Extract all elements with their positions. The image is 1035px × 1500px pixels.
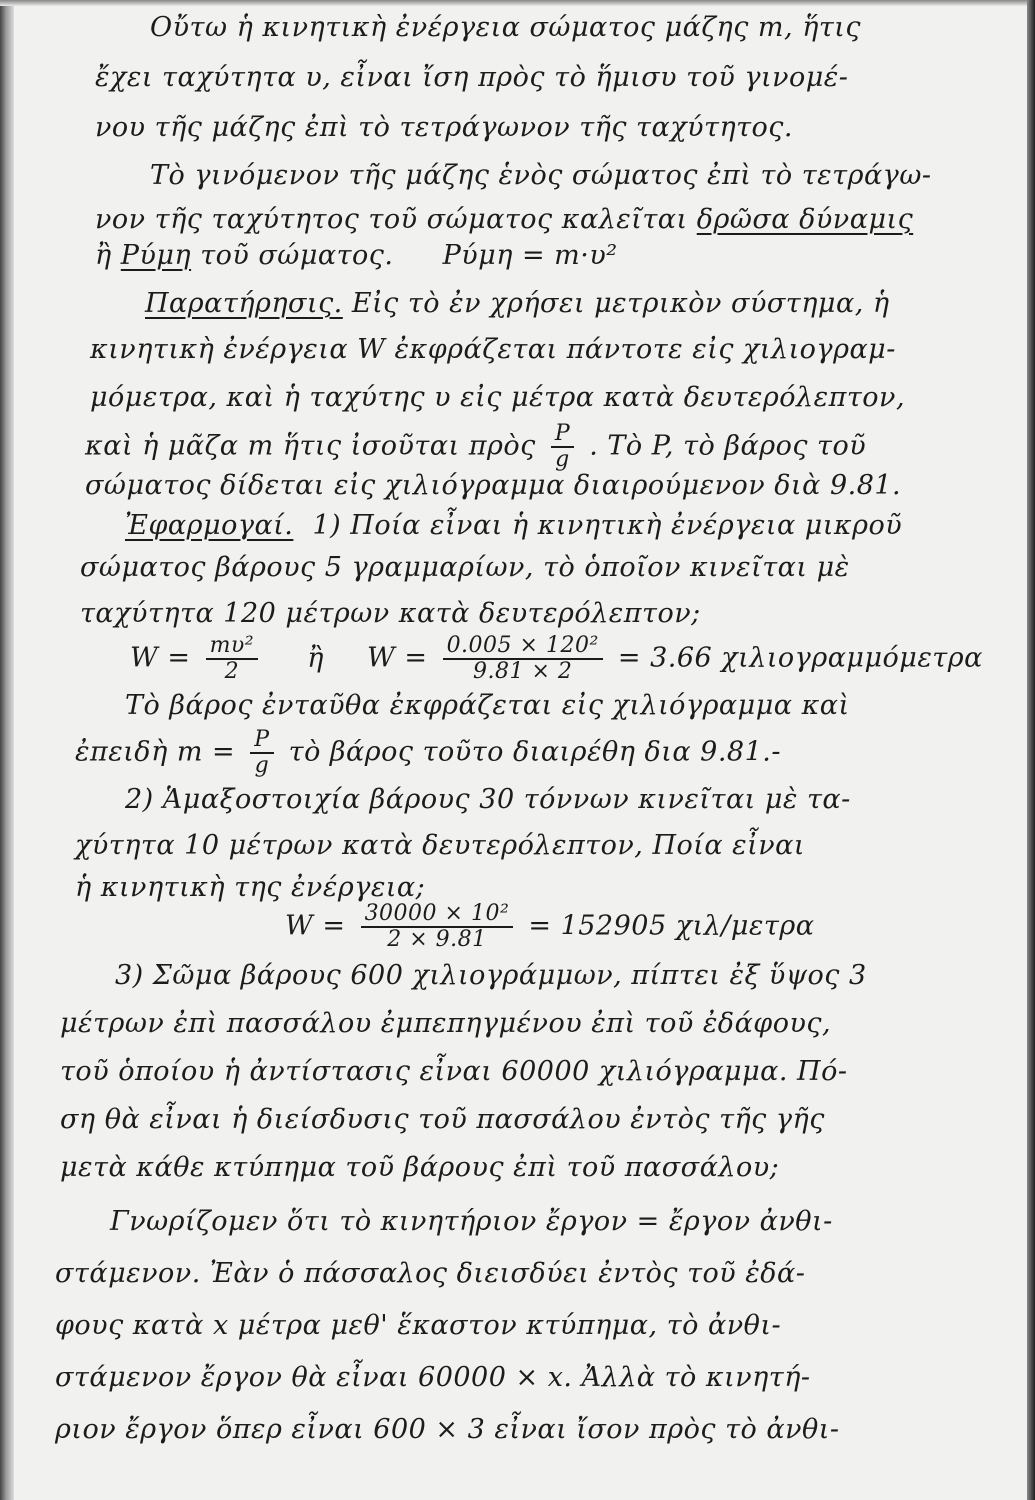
fraction-denominator: 9.81 × 2: [472, 659, 573, 684]
text-segment: ἢ: [95, 240, 112, 271]
fraction: [250, 728, 273, 778]
text-line: ἡ κινητικὴ της ἐνέργεια;: [75, 872, 426, 903]
fraction-denominator: 2 × 9.81: [387, 927, 487, 952]
text-line: ταχύτητα 120 μέτρων κατὰ δευτερόλεπτον;: [80, 598, 701, 629]
text-line: νου τῆς μάζης ἐπὶ τὸ τετράγωνον τῆς ταχύτητος.: [95, 112, 794, 143]
text-line: 3) Σῶμα βάρους 600 χιλιογράμμων, πίπτει ἐξ ὕψος 3: [115, 960, 867, 991]
text-line: στάμενον ἔργον θὰ εἶναι 60000 × x. Ἀλλὰ τὸ κινητή-: [55, 1362, 811, 1393]
fraction-numerator: mυ²: [206, 634, 259, 660]
fraction-denominator: g: [555, 447, 570, 472]
fraction: [551, 422, 574, 472]
formula-result: = 3.66 χιλιογραμμόμετρα: [617, 642, 983, 674]
text-line: Τὸ γινόμενον τῆς μάζης ἑνὸς σώματος ἐπὶ τὸ τετράγω-: [150, 160, 932, 191]
text-line: χύτητα 10 μέτρων κατὰ δευτερόλεπτον, Ποία εἶναι: [75, 830, 805, 861]
text-line: τοῦ ὁποίου ἡ ἀντίστασις εἶναι 60000 χιλιόγραμμα. Πό-: [60, 1056, 848, 1087]
text-line: ση θὰ εἶναι ἡ διείσδυσις τοῦ πασσάλου ἐντὸς τῆς γῆς: [60, 1104, 825, 1135]
section-heading: Παρατήρησις.: [145, 288, 343, 319]
page-left-edge: [0, 0, 14, 1500]
text-line: Γνωρίζομεν ὅτι τὸ κινητήριον ἔργον = ἔργον ἀνθι-: [110, 1206, 833, 1237]
fraction-denominator: 2: [224, 659, 240, 684]
fraction-numerator: 30000 × 10²: [361, 902, 514, 928]
page-right-edge: [1027, 0, 1035, 1500]
fraction-denominator: g: [254, 753, 270, 778]
formula-lhs: W =: [285, 910, 346, 942]
section-heading: Ἐφαρμογαί.: [125, 510, 294, 541]
text-line: μόμετρα, καὶ ἡ ταχύτης υ εἰς μέτρα κατὰ δευτερόλεπτον,: [90, 382, 906, 413]
text-line: μέτρων ἐπὶ πασσάλου ἐμπεπηγμένου ἐπὶ τοῦ ἐδάφους,: [60, 1008, 832, 1039]
text-line: Τὸ βάρος ἐνταῦθα ἐκφράζεται εἰς χιλιόγραμμα καὶ: [125, 690, 850, 721]
text-line: [95, 204, 913, 235]
text-segment: νον τῆς ταχύτητος τοῦ σώματος καλεῖται: [95, 204, 688, 235]
fraction-numerator: 0.005 × 120²: [443, 634, 603, 660]
fraction-numerator: P: [551, 422, 574, 448]
text-line: [85, 422, 866, 472]
fraction: [361, 902, 514, 952]
fraction: [206, 634, 259, 684]
text-line: [95, 240, 618, 271]
text-segment: ἐπειδὴ m =: [75, 736, 236, 768]
text-line: φους κατὰ x μέτρα μεθ' ἕκαστον κτύπημα, τὸ ἀνθι-: [55, 1310, 782, 1341]
text-line: στάμενον. Ἐὰν ὁ πάσσαλος διεισδύει ἐντὸς τοῦ ἐδά-: [55, 1258, 806, 1289]
text-line: [145, 288, 890, 319]
text-segment: ἢ: [307, 642, 324, 674]
underlined-term: Ρύμη: [120, 240, 192, 271]
text-segment: Εἰς τὸ ἐν χρήσει μετρικὸν σύστημα, ἡ: [351, 288, 890, 319]
text-segment: τοῦ σώματος.: [200, 240, 394, 271]
formula-line: [130, 634, 983, 684]
text-segment: 1) Ποία εἶναι ἡ κινητικὴ ἐνέργεια μικροῦ: [312, 510, 903, 541]
text-line: ἔχει ταχύτητα υ, εἶναι ἴση πρὸς τὸ ἥμισυ τοῦ γινομέ-: [95, 62, 849, 93]
text-line: σώματος βάρους 5 γραμμαρίων, τὸ ὁποῖον κινεῖται μὲ: [80, 552, 850, 583]
text-line: Οὔτω ἡ κινητικὴ ἐνέργεια σώματος μάζης m, ἥτις: [150, 12, 862, 43]
text-line: μετὰ κάθε κτύπημα τοῦ βάρους ἐπὶ τοῦ πασσάλου;: [60, 1152, 780, 1183]
text-line: 2) Ἁμαξοστοιχία βάρους 30 τόννων κινεῖται μὲ τα-: [125, 784, 851, 815]
fraction: [443, 634, 603, 684]
formula-result: = 152905 χιλ/μετρα: [528, 910, 815, 942]
formula-line: [285, 902, 814, 952]
fraction-numerator: P: [250, 728, 273, 754]
text-line: [125, 510, 902, 541]
text-line: σώματος δίδεται εἰς χιλιόγραμμα διαιρούμενον διὰ 9.81.: [85, 470, 902, 501]
formula-lhs: W =: [367, 642, 428, 674]
underlined-term: δρῶσα δύναμις: [696, 204, 914, 235]
text-segment: καὶ ἡ μᾶζα m ἥτις ἰσοῦται πρὸς: [85, 430, 536, 462]
page-top-edge: [0, 0, 1035, 6]
formula-lhs: W =: [130, 642, 191, 674]
text-segment: τὸ βάρος τοῦτο διαιρέθη δια 9.81.-: [288, 736, 781, 768]
text-segment: . Τὸ P, τὸ βάρος τοῦ: [589, 430, 867, 462]
text-line: κινητικὴ ἐνέργεια W ἐκφράζεται πάντοτε εἰς χιλιογραμ-: [90, 334, 896, 365]
text-line: ριον ἔργον ὅπερ εἶναι 600 × 3 εἶναι ἴσον πρὸς τὸ ἀνθι-: [55, 1414, 840, 1445]
formula: Ρύμη = m·υ²: [442, 240, 618, 271]
text-line: [75, 728, 781, 778]
